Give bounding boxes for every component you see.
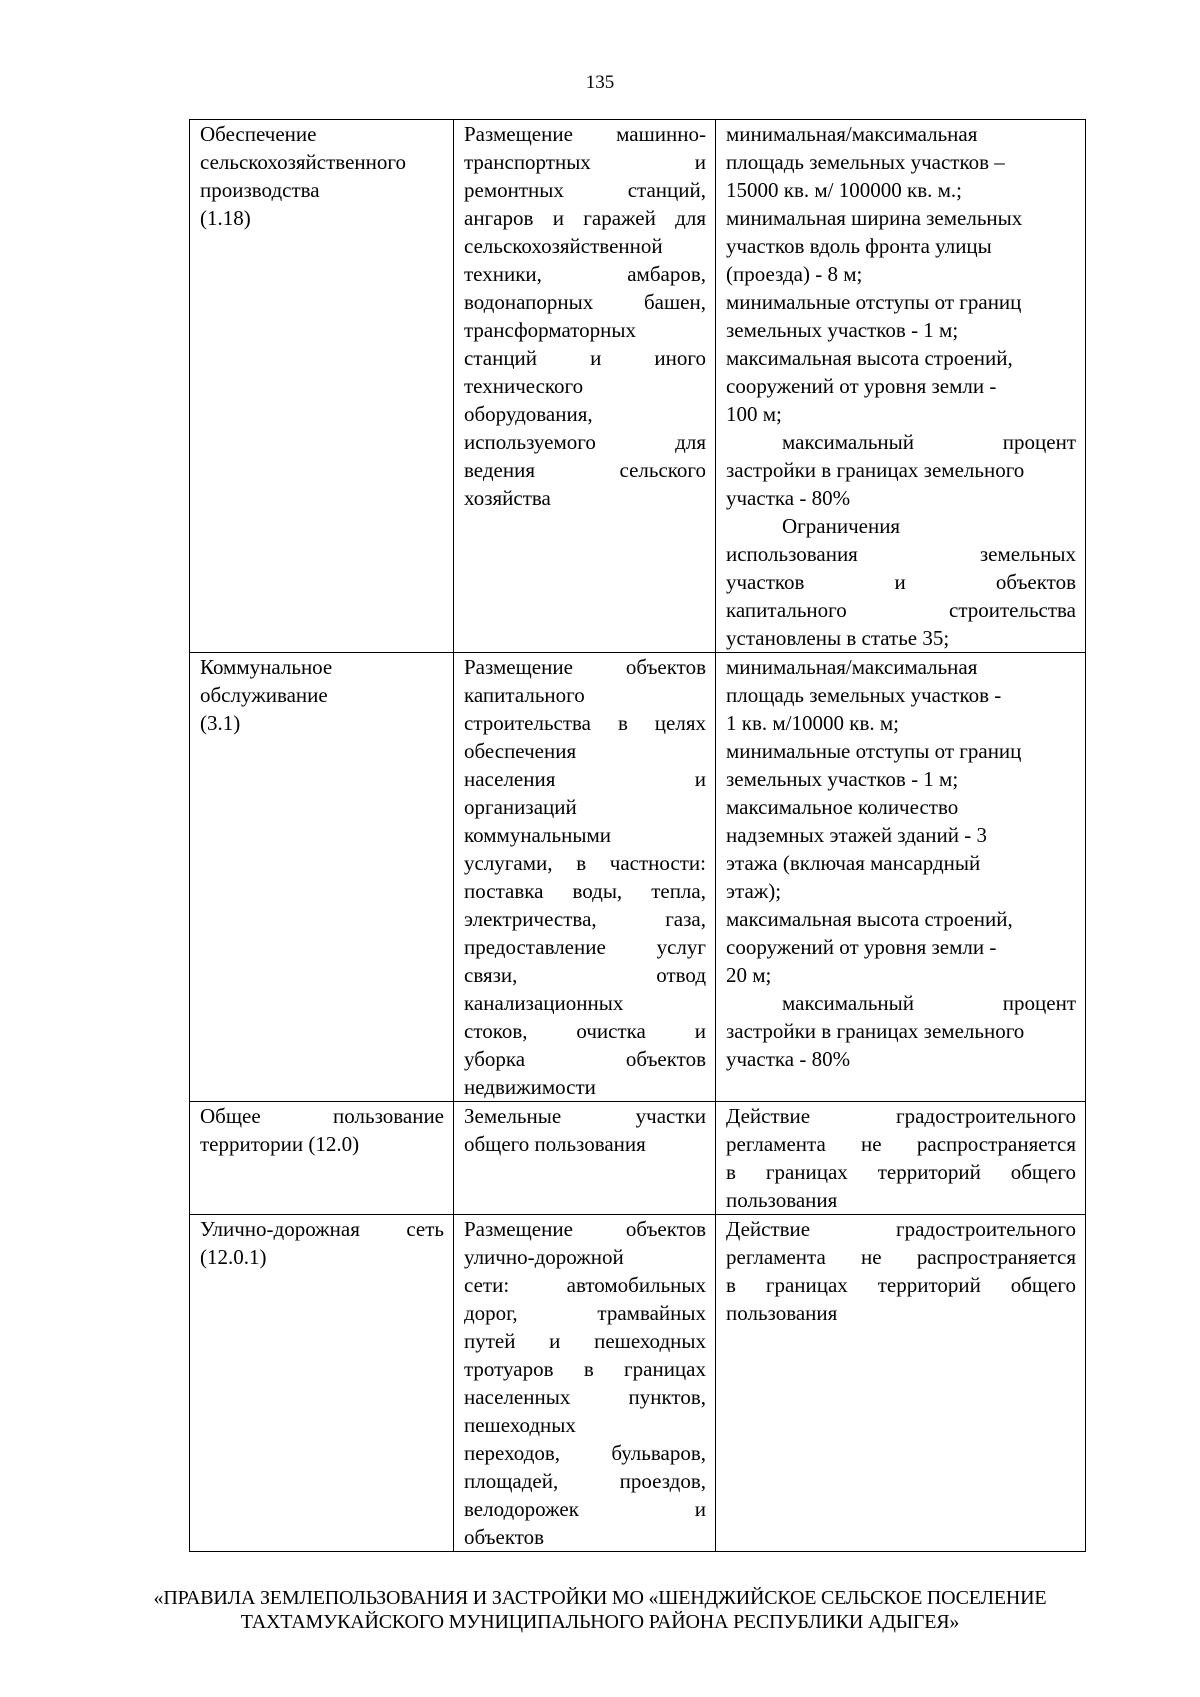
parameter-line: использования земельных (726, 542, 1076, 566)
description-line: стоков, очистка и (464, 1019, 706, 1043)
description-line: Размещение объектов (464, 655, 706, 679)
description-cell (454, 1102, 716, 1215)
parameter-line: Ограничения (782, 514, 901, 538)
description-line: недвижимости (464, 1075, 596, 1099)
description-line: путей и пешеходных (464, 1329, 706, 1353)
description-line: капитального (464, 683, 585, 707)
use-type-cell (190, 1215, 454, 1552)
parameter-line: участка - 80% (726, 486, 851, 510)
parameter-line: 15000 кв. м/ 100000 кв. м.; (726, 178, 962, 202)
footer-line: «ПРАВИЛА ЗЕМЛЕПОЛЬЗОВАНИЯ И ЗАСТРОЙКИ МО «ШЕНДЖИЙСКОЕ СЕЛЬСКОЕ ПОСЕЛЕНИЕ (153, 1587, 1047, 1609)
parameter-line: этажа (включая мансардный (726, 851, 981, 875)
description-cell (454, 120, 716, 653)
description-line: водонапорных башен, (464, 290, 706, 314)
parameter-line: Действие градостроительного (726, 1104, 1076, 1128)
description-line: услугами, в частности: (464, 851, 706, 875)
parameter-line: в границах территорий общего (726, 1273, 1076, 1297)
parameter-line: в границах территорий общего (726, 1160, 1076, 1184)
parameter-line: площадь земельных участков – (726, 150, 1005, 174)
description-line: объектов (464, 1525, 545, 1549)
parameter-line: 1 кв. м/10000 кв. м; (726, 711, 899, 735)
parameters-cell (716, 653, 1086, 1102)
parameters-cell (716, 1102, 1086, 1215)
parameters-cell (716, 1215, 1086, 1552)
parameter-line: пользования (726, 1188, 838, 1212)
table-row (190, 653, 1086, 1102)
description-line: сети: автомобильных (464, 1273, 706, 1297)
description-line: используемого для (464, 430, 706, 454)
description-line: населенных пунктов, (464, 1385, 706, 1409)
use-type-line: производства (200, 178, 320, 202)
parameter-line: минимальные отступы от границ (726, 739, 1022, 763)
description-line: переходов, бульваров, (464, 1441, 706, 1465)
parameter-line: максимальная высота строений, (726, 907, 1013, 931)
description-line: велодорожек и (464, 1497, 706, 1521)
footer-line: ТАХТАМУКАЙСКОГО МУНИЦИПАЛЬНОГО РАЙОНА РЕСПУБЛИКИ АДЫГЕЯ» (240, 1611, 960, 1633)
description-line: пешеходных (464, 1413, 576, 1437)
parameter-line: сооружений от уровня земли - (726, 374, 997, 398)
use-type-line: Улично-дорожная сеть (200, 1217, 444, 1241)
description-cell (454, 653, 716, 1102)
parameter-line: (проезда) - 8 м; (726, 262, 863, 286)
parameter-line: пользования (726, 1301, 838, 1325)
description-line: технического (464, 374, 584, 398)
parameter-line: участков вдоль фронта улицы (726, 234, 992, 258)
parameter-line: площадь земельных участков - (726, 683, 1002, 707)
parameter-line: этаж); (726, 879, 782, 903)
use-type-cell (190, 120, 454, 653)
table-row (190, 120, 1086, 653)
description-line: обеспечения (464, 739, 577, 763)
parameter-line: 20 м; (726, 963, 772, 987)
description-line: техники, амбаров, (464, 262, 706, 286)
description-line: ведения сельского (464, 458, 706, 482)
parameter-line: максимальный процент (782, 991, 1076, 1015)
description-line: коммунальными (464, 823, 611, 847)
parameter-line: участков и объектов (726, 570, 1076, 594)
parameter-line: максимальный процент (782, 430, 1076, 454)
use-type-line: сельскохозяйственного (200, 150, 406, 174)
description-line: предоставление услуг (464, 935, 706, 959)
description-line: поставка воды, тепла, (464, 879, 706, 903)
description-line: Размещение машинно- (464, 122, 706, 146)
description-line: организаций (464, 795, 577, 819)
description-line: транспортных и (464, 150, 706, 174)
document-footer (100, 1586, 1100, 1634)
use-type-cell (190, 653, 454, 1102)
description-line: Размещение объектов (464, 1217, 706, 1241)
regulation-table (189, 119, 1086, 1552)
description-line: связи, отвод (464, 963, 706, 987)
parameter-line: установлены в статье 35; (726, 626, 950, 650)
parameter-line: Действие градостроительного (726, 1217, 1076, 1241)
parameter-line: земельных участков - 1 м; (726, 318, 959, 342)
parameter-line: минимальная/максимальная (726, 122, 978, 146)
parameter-line: застройки в границах земельного (726, 458, 1025, 482)
description-line: канализационных (464, 991, 624, 1015)
description-line: ангаров и гаражей для (464, 206, 706, 230)
description-line: станций и иного (464, 346, 706, 370)
parameter-line: минимальная ширина земельных (726, 206, 1023, 230)
description-line: ремонтных станций, (464, 178, 706, 202)
use-type-line: Коммунальное (200, 655, 333, 679)
parameter-line: регламента не распространяется (726, 1245, 1076, 1269)
parameter-line: регламента не распространяется (726, 1132, 1076, 1156)
description-line: общего пользования (464, 1132, 646, 1156)
description-line: дорог, трамвайных (464, 1301, 706, 1325)
description-line: хозяйства (464, 486, 551, 510)
parameter-line: застройки в границах земельного (726, 1019, 1025, 1043)
description-line: сельскохозяйственной (464, 234, 663, 258)
description-cell (454, 1215, 716, 1552)
description-line: площадей, проездов, (464, 1469, 706, 1493)
description-line: оборудования, (464, 402, 593, 426)
use-type-line: Общее пользование (200, 1104, 444, 1128)
use-type-line: Обеспечение (200, 122, 317, 146)
parameter-line: земельных участков - 1 м; (726, 767, 959, 791)
description-line: улично-дорожной (464, 1245, 624, 1269)
parameter-line: 100 м; (726, 402, 782, 426)
description-line: строительства в целях (464, 711, 706, 735)
use-type-line: (3.1) (200, 711, 241, 735)
parameter-line: минимальные отступы от границ (726, 290, 1022, 314)
parameter-line: максимальная высота строений, (726, 346, 1013, 370)
parameter-line: минимальная/максимальная (726, 655, 978, 679)
description-line: Земельные участки (464, 1104, 706, 1128)
parameters-cell (716, 120, 1086, 653)
parameter-line: участка - 80% (726, 1047, 851, 1071)
description-line: электричества, газа, (464, 907, 706, 931)
use-type-cell (190, 1102, 454, 1215)
use-type-line: (12.0.1) (200, 1245, 267, 1269)
parameter-line: сооружений от уровня земли - (726, 935, 997, 959)
use-type-line: (1.18) (200, 206, 251, 230)
parameter-line: надземных этажей зданий - 3 (726, 823, 987, 847)
page-number: 135 (585, 72, 615, 93)
description-line: тротуаров в границах (464, 1357, 706, 1381)
table-row (190, 1102, 1086, 1215)
parameter-line: капитального строительства (726, 598, 1076, 622)
table-row (190, 1215, 1086, 1552)
description-line: населения и (464, 767, 706, 791)
description-line: уборка объектов (464, 1047, 706, 1071)
use-type-line: территории (12.0) (200, 1132, 360, 1156)
use-type-line: обслуживание (200, 683, 328, 707)
parameter-line: максимальное количество (726, 795, 959, 819)
description-line: трансформаторных (464, 318, 637, 342)
